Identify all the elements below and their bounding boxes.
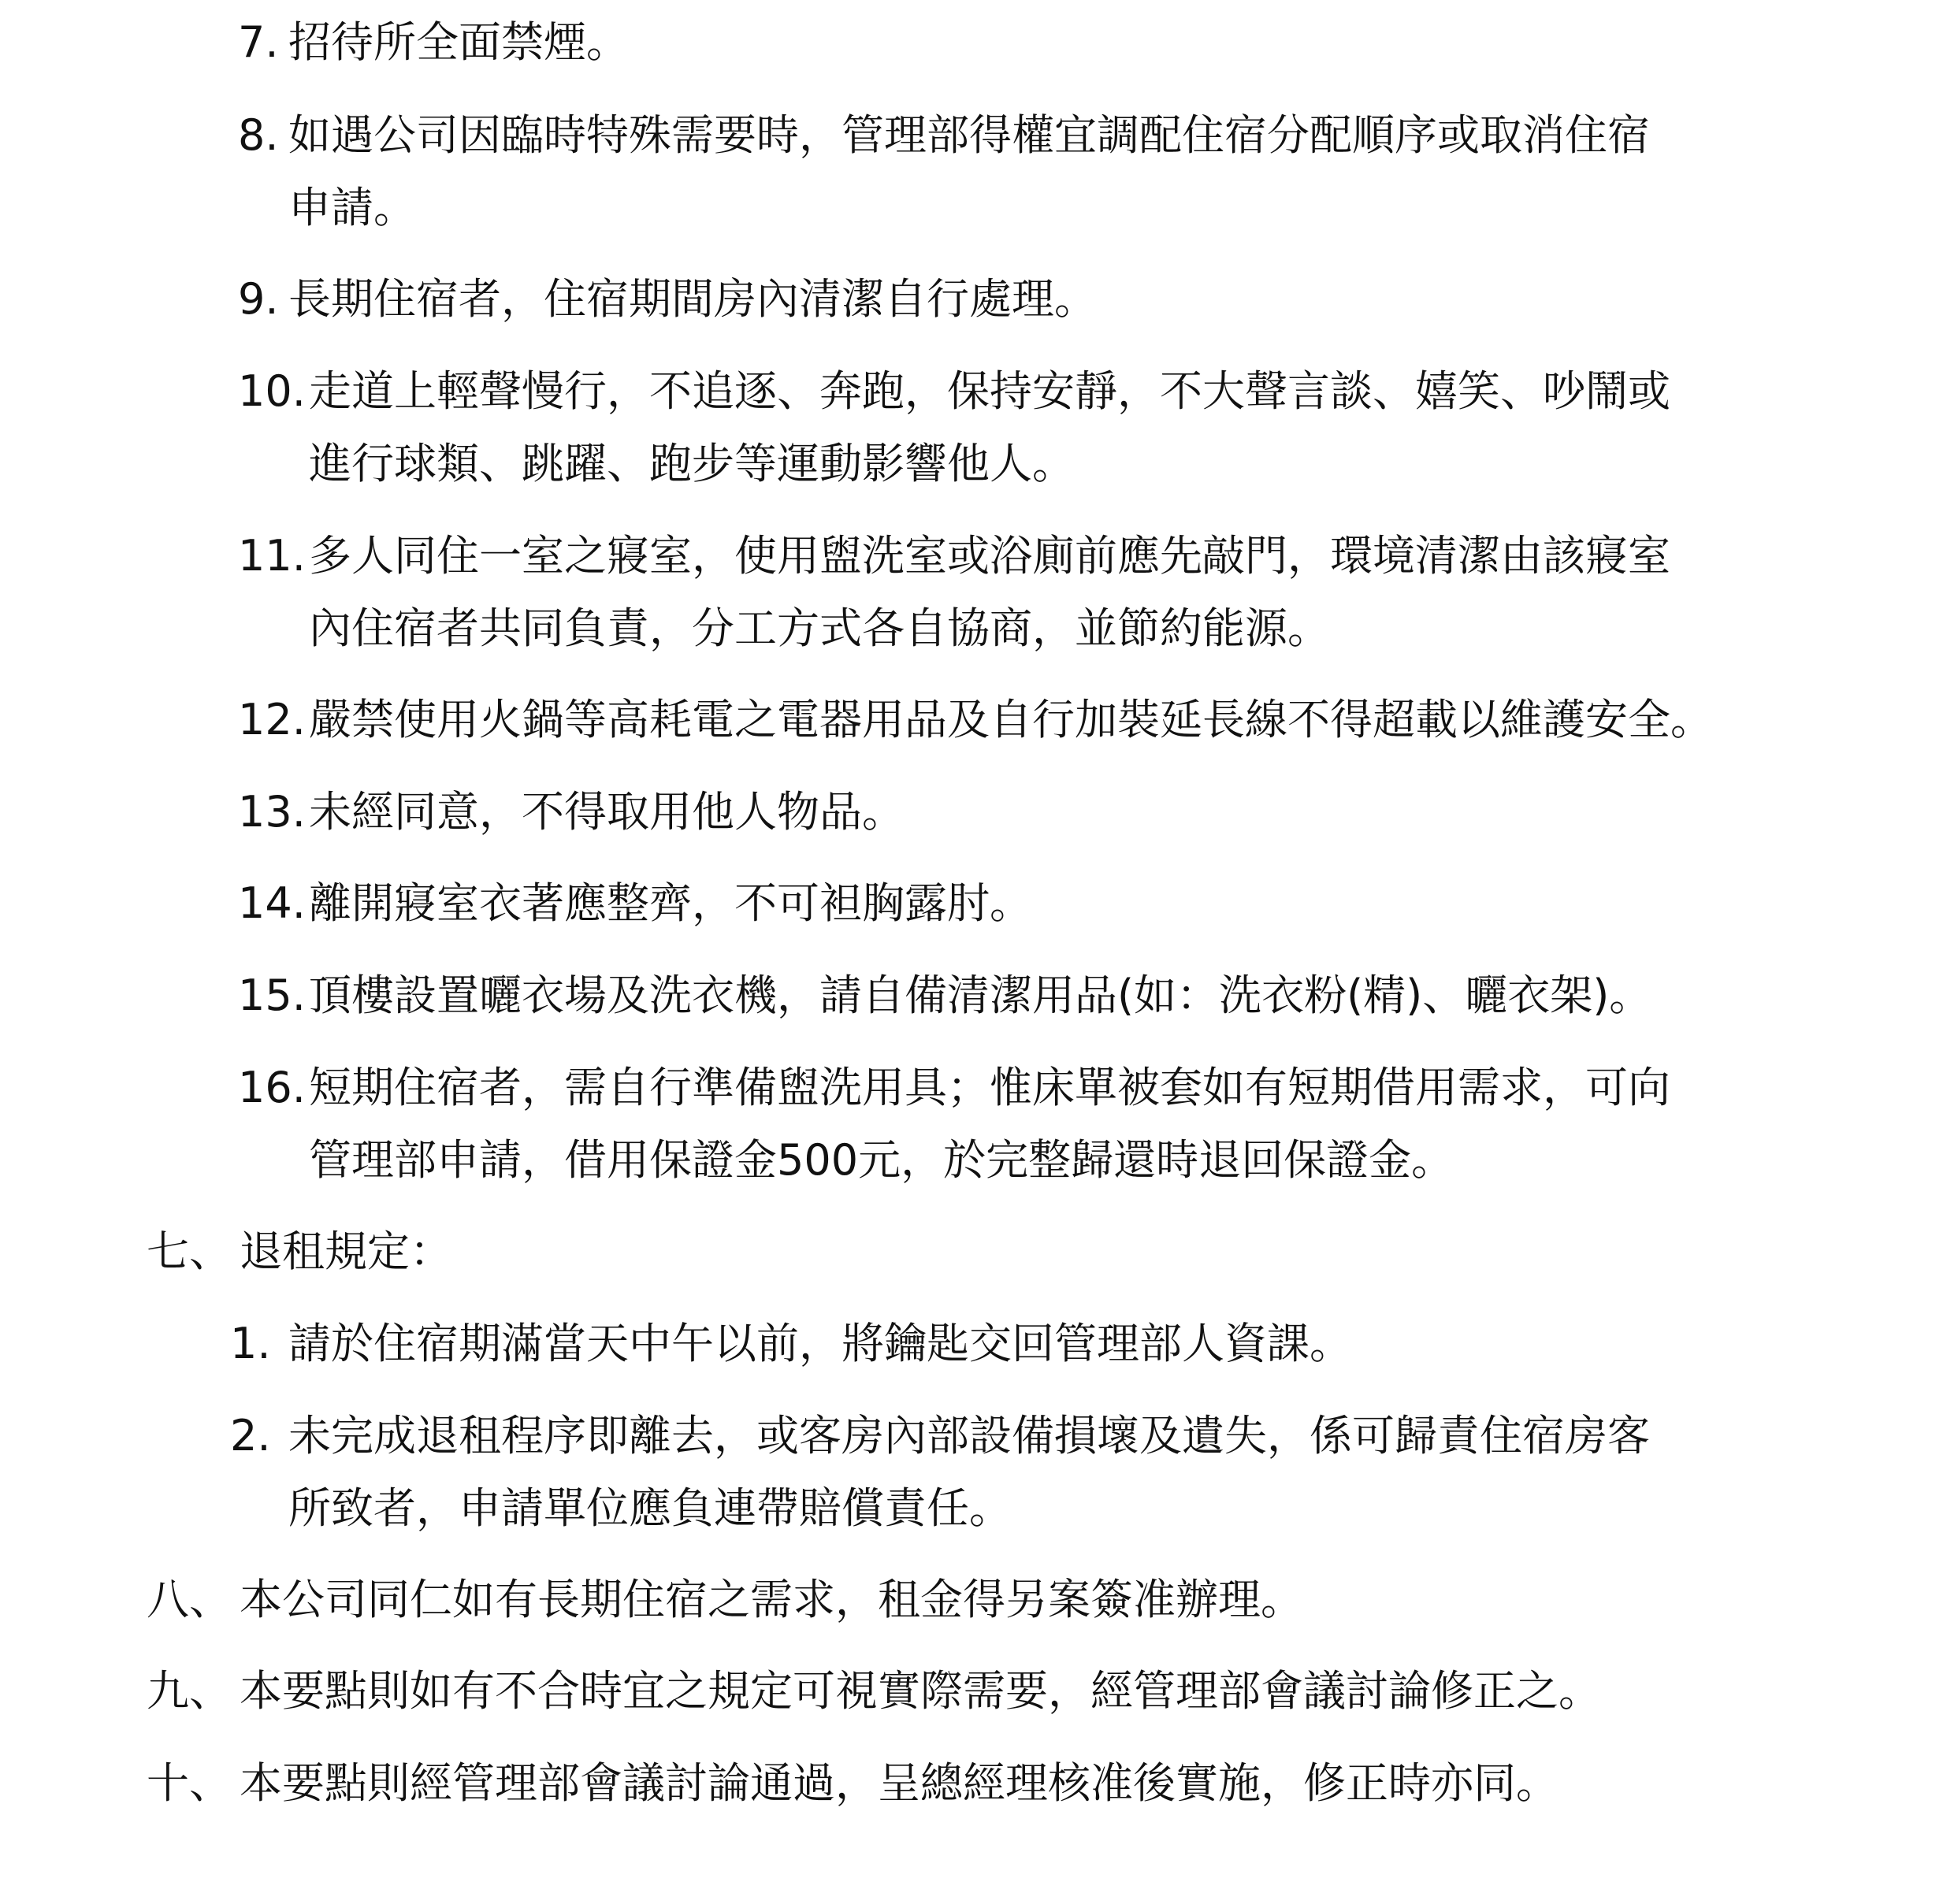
section-number: 七、: [147, 1227, 232, 1276]
rule-number: 1.: [230, 1319, 271, 1368]
section-number: 十、: [147, 1758, 232, 1808]
rule-text: [309, 959, 1651, 1032]
rule-item-9: [238, 263, 1097, 336]
section-heading-7: [147, 1216, 452, 1288]
rule-text: [309, 867, 1032, 940]
section-number: 九、: [147, 1666, 232, 1716]
rule-item-16: [238, 1052, 1670, 1197]
rule-line: 申請。: [288, 183, 416, 232]
rule-number: 14.: [238, 878, 306, 928]
rule-text: [288, 6, 629, 79]
rule-line: 短期住宿者，需自行準備盥洗用具；惟床單被套如有短期借用需求，可向: [309, 1063, 1670, 1112]
rule-line: 請於住宿期滿當天中午以前，將鑰匙交回管理部人資課。: [288, 1319, 1352, 1368]
rule-item-14: [238, 867, 1032, 940]
rule-line: 內住宿者共同負責，分工方式各自協商，並節約能源。: [309, 603, 1330, 653]
rule-item-13: [238, 776, 905, 848]
rule-line: 嚴禁使用火鍋等高耗電之電器用品及自行加裝延長線不得超載以維護安全。: [309, 695, 1713, 744]
section-text: [240, 1655, 1601, 1728]
rule-number: 8.: [238, 110, 279, 160]
rule-number: 9.: [238, 274, 279, 324]
section-heading-8: [147, 1564, 1303, 1636]
rule-item-15: [238, 959, 1651, 1032]
rule-number: 13.: [238, 787, 306, 837]
rule-number: 2.: [230, 1411, 271, 1460]
rule-line: 多人同住一室之寢室，使用盥洗室或浴廁前應先敲門，環境清潔由該寢室: [309, 531, 1670, 581]
rule-line: 管理部申請，借用保證金500元，於完整歸還時退回保證金。: [309, 1135, 1454, 1185]
section-title: [240, 1216, 452, 1288]
rule-text: [309, 520, 1670, 665]
rule-line: 進行球類、跳躍、跑步等運動影響他人。: [309, 439, 1075, 488]
rule-item-11: [238, 520, 1670, 665]
rule-text: [288, 263, 1097, 336]
rule-line: 走道上輕聲慢行，不追逐、奔跑，保持安靜，不大聲言談、嬉笑、吵鬧或: [309, 366, 1670, 416]
rule-line: 如遇公司因臨時特殊需要時，管理部得權宜調配住宿分配順序或取消住宿: [288, 110, 1650, 160]
rule-line: 招待所全面禁煙。: [288, 17, 629, 67]
rule-number: 11.: [238, 531, 306, 581]
rule-number: 12.: [238, 695, 306, 744]
section-text: [240, 1564, 1303, 1636]
rule-item-12: [238, 684, 1713, 756]
rule-line: 離開寢室衣著應整齊，不可袒胸露肘。: [309, 878, 1032, 928]
rule-item-7: [238, 6, 629, 79]
section-heading-10: [147, 1747, 1558, 1820]
rule-number: 7.: [238, 17, 279, 67]
rule-text: [309, 355, 1670, 500]
return-rule-item-2: [230, 1400, 1650, 1545]
rule-text: [288, 1400, 1650, 1545]
rule-item-10: [238, 355, 1670, 500]
section-text-line: 本要點則經管理部會議討論通過，呈總經理核准後實施，修正時亦同。: [240, 1758, 1558, 1808]
rule-text: [309, 684, 1713, 756]
section-text-line: 本要點則如有不合時宜之規定可視實際需要，經管理部會議討論修正之。: [240, 1666, 1601, 1716]
section-title-line: 退租規定：: [240, 1227, 452, 1276]
rule-line: 頂樓設置曬衣場及洗衣機，請自備清潔用品(如：洗衣粉(精)、曬衣架)。: [309, 971, 1652, 1020]
rule-text: [288, 1308, 1352, 1380]
rule-text: [309, 1052, 1670, 1197]
rule-line: 所致者，申請單位應負連帶賠償責任。: [288, 1483, 1012, 1533]
section-heading-9: [147, 1655, 1601, 1728]
rule-text: [288, 99, 1650, 244]
rule-number: 15.: [238, 971, 306, 1020]
section-text: [240, 1747, 1558, 1820]
rule-line: 未完成退租程序即離去，或客房內部設備損壞及遺失，係可歸責住宿房客: [288, 1411, 1650, 1460]
rule-text: [309, 776, 905, 848]
rule-item-8: [238, 99, 1650, 244]
return-rule-item-1: [230, 1308, 1352, 1380]
rule-line: 長期住宿者，住宿期間房內清潔自行處理。: [288, 274, 1097, 324]
rule-number: 16.: [238, 1063, 306, 1112]
section-text-line: 本公司同仁如有長期住宿之需求，租金得另案簽准辦理。: [240, 1575, 1303, 1624]
section-number: 八、: [147, 1575, 232, 1624]
rule-number: 10.: [238, 366, 306, 416]
rule-line: 未經同意，不得取用他人物品。: [309, 787, 905, 837]
